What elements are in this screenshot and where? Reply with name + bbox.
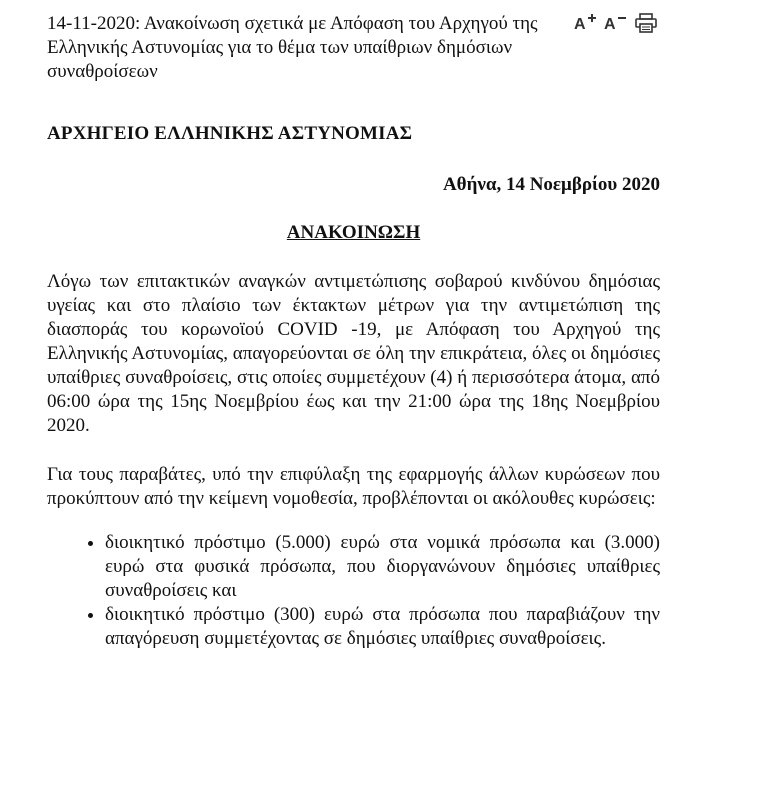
- increase-font-button[interactable]: [574, 13, 598, 33]
- decrease-font-icon: [604, 14, 628, 32]
- list-item: • διοικητικό πρόστιμο (5.000) ευρώ στα νομικά πρόσωπα και (3.000) ευρώ στα φυσικά πρόσωπα, που διοργανώνουν δημόσιες υπαίθριες συναθροίσεις και: [105, 531, 660, 603]
- header-row: [47, 12, 660, 84]
- document-title: ΑΝΑΚΟΙΝΩΣΗ: [286, 222, 421, 243]
- svg-text:A: A: [604, 16, 616, 32]
- increase-font-icon: [574, 14, 598, 32]
- print-button[interactable]: [634, 13, 658, 33]
- text-tools: [574, 13, 658, 33]
- sanctions-list: [47, 531, 660, 651]
- announcement-page: [47, 12, 660, 651]
- organization-heading: ΑΡΧΗΓΕΙΟ ΕΛΛΗΝΙΚΗΣ ΑΣΤΥΝΟΜΙΑΣ: [47, 123, 413, 144]
- decrease-font-button[interactable]: [604, 13, 628, 33]
- printer-icon: [635, 13, 657, 33]
- date-line: Αθήνα, 14 Νοεμβρίου 2020: [442, 174, 660, 195]
- page-title: 14-11-2020: Ανακοίνωση σχετικά με Απόφαση του Αρχηγού της Ελληνικής Αστυνομίας για το θέμα των υπαίθριων δημόσιων συναθροίσεων: [47, 13, 538, 82]
- paragraph-sanctions-intro: Για τους παραβάτες, υπό την επιφύλαξη της εφαρμογής άλλων κυρώσεων που προκύπτουν από την κείμενη νομοθεσία, προβλέπονται οι ακόλουθες κυρώσεις:: [47, 464, 660, 509]
- list-item: • διοικητικό πρόστιμο (300) ευρώ στα πρόσωπα που παραβιάζουν την απαγόρευση συμμετέχοντας σε δημόσιες υπαίθριες συναθροίσεις.: [105, 603, 660, 651]
- paragraph-ban: Λόγω των επιτακτικών αναγκών αντιμετώπισης σοβαρού κινδύνου δημόσιας υγείας και στο πλαίσιο των έκτακτων μέτρων για την αντιμετώπιση της διασποράς του κορωνοϊού COVID -19, με Απόφαση του Αρχηγού της Ελληνικής Αστυνομίας, απαγορεύονται σε όλη την επικράτεια, όλες οι δημόσιες υπαίθριες συναθροίσεις, στις οποίες συμμετέχουν (4) ή περισσότερα άτομα, από 06:00 ώρα της 15ης Νοεμβρίου έως και την 21:00 ώρα της 18ης Νοεμβρίου 2020.: [47, 271, 660, 436]
- svg-text:A: A: [574, 16, 586, 32]
